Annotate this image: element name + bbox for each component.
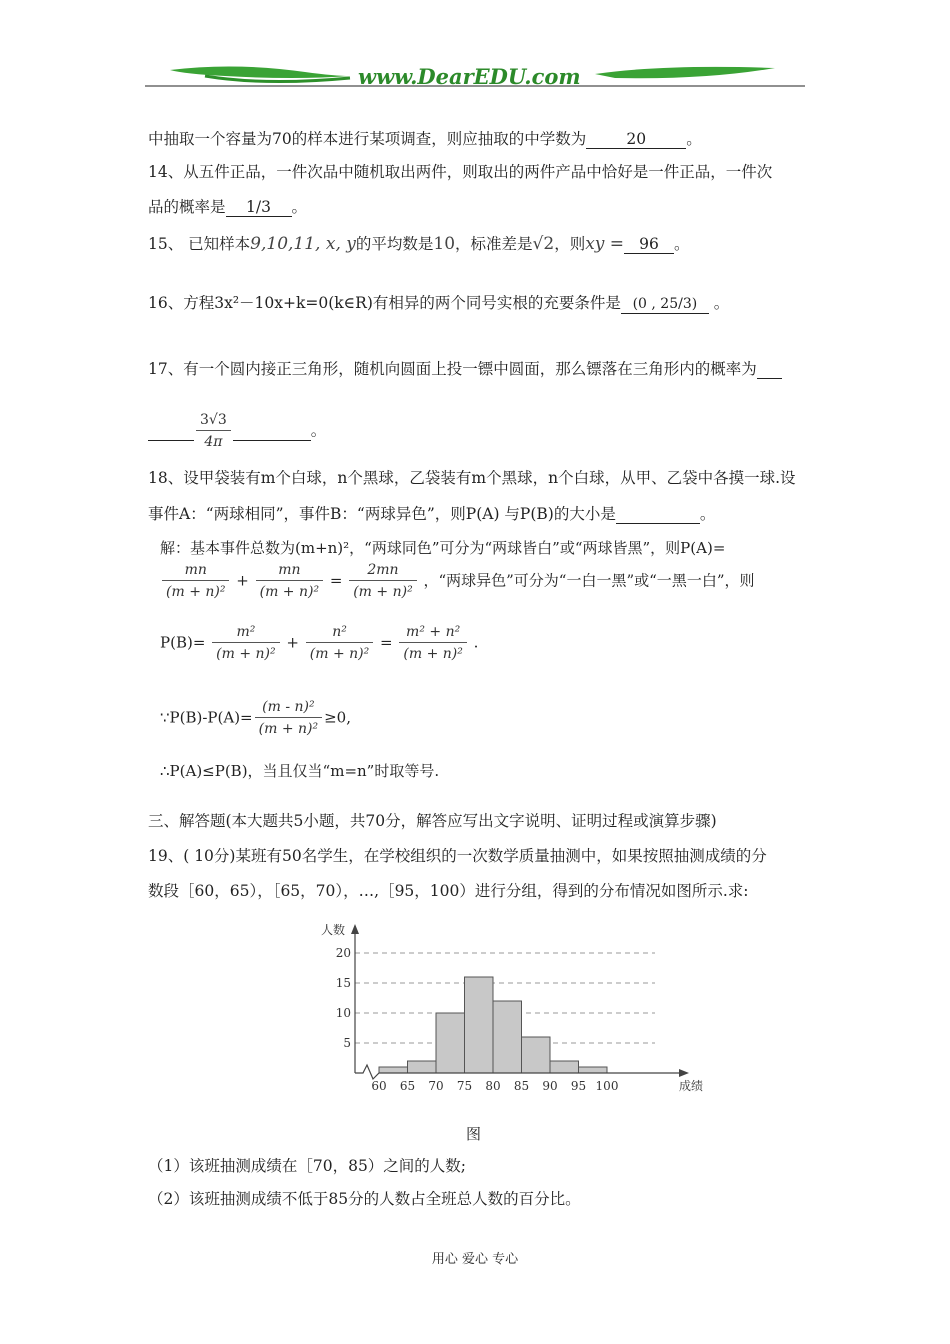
bar-80 [493,1001,522,1073]
q16-answer: (0 , 25/3) [621,295,709,314]
site-header-banner [145,62,805,92]
bar-60 [379,1067,408,1073]
bar-90 [550,1061,579,1073]
solution-line-1: 解：基本事件总数为(m+n)²，“两球同色”可分为“两球皆白”或“两球皆黑”，则P(A)= [160,539,726,557]
solution-conclusion: ∴P(A)≤P(B)，当且仅当“m=n”时取等号. [160,762,440,780]
x-tick-label-100: 100 [595,1079,619,1093]
section-3-heading: 三、解答题(本大题共5小题，共70分，解答应写出文字说明、证明过程或演算步骤) [148,812,717,830]
q13-line: 中抽取一个容量为70的样本进行某项调查，则应抽取的中学数为 20 。 [148,130,702,148]
site-url: www.DearEDU.com [358,64,581,89]
q19-line-2: 数段［60，65），［65，70），…,［95，100）进行分组，得到的分布情况如图所示.求: [148,882,749,900]
bar-70 [436,1013,465,1073]
x-axis-arrow [679,1069,689,1077]
q18-line-1: 18、设甲袋装有m个白球，n个黑球，乙袋装有m个黑球，n个白球，从甲、乙袋中各摸一球.设 [148,469,796,487]
q17-answer-fraction: $\frac{3√3}{4\pi}$ [196,410,231,453]
q17-line-1: 17、有一个圆内接正三角形，随机向圆面上投一镖中圆面，那么镖落在三角形内的概率为 [148,358,782,380]
y-axis-arrow [351,924,359,934]
x-tick-label-70: 70 [428,1079,444,1093]
y-axis-label: 人数 [320,923,345,937]
figure-caption: 图 [466,1125,482,1143]
y-tick-label-20: 20 [335,946,351,960]
solution-line-4: ∵P(B)-P(A)= $\frac{\text{(m - n)²}}{\text{(m + n)²}}$ ≥0, [160,699,351,737]
y-tick-label-5: 5 [343,1036,351,1050]
y-tick-label-10: 10 [335,1006,351,1020]
q19-part-1: （1）该班抽测成绩在［70，85）之间的人数; [148,1157,467,1175]
y-tick-label-15: 15 [335,976,351,990]
page-footer: 用心 爱心 专心 [431,1252,519,1267]
x-tick-label-90: 90 [542,1079,558,1093]
q14-line-1: 14、从五件正品，一件次品中随机取出两件，则取出的两件产品中恰好是一件正品，一件次 [148,163,773,181]
q14-answer: 1/3 [226,198,292,217]
x-tick-label-75: 75 [456,1079,473,1093]
q13-answer: 20 [586,130,686,149]
q16-line: 16、方程3x²－10x+k=0(k∈R)有相异的两个同号实根的充要条件是 (0 , 25/3) 。 [148,294,730,312]
x-tick-label-65: 65 [399,1079,416,1093]
score-histogram [300,918,704,1098]
x-tick-label-80: 80 [485,1079,501,1093]
bar-85 [522,1037,551,1073]
x-tick-label-85: 85 [513,1079,530,1093]
bar-75 [465,977,494,1073]
bar-65 [408,1061,437,1073]
q19-part-2: （2）该班抽测成绩不低于85分的人数占全班总人数的百分比。 [148,1190,581,1208]
q14-line-2: 品的概率是 1/3 。 [148,198,308,216]
q15-line: 15、 已知样本9,10,11, x, y的平均数是10，标准差是√2，则xy = 96 。 [148,234,690,254]
solution-line-3: P(B)= $\frac{\text{m²}}{\text{(m + n)²}}$ + $\frac{\text{n²}}{\text{(m + n)²}}$ = $\frac{\text{m² + n²}}{\text{(m + n)²}}$ . [160,624,479,662]
solution-line-2: $\frac{mn}{\text{(m + n)²}}$ + $\frac{mn}{\text{(m + n)²}}$ = $\frac{2mn}{\text{(m + n)²}}$ ，“两球异色”可分为“一白一黑”或“一黑一白”，则 [160,560,754,603]
q19-line-1: 19、( 10分)某班有50名学生，在学校组织的一次数学质量抽测中，如果按照抽测成绩的分 [148,847,767,865]
q18-line-2: 事件A：“两球相同”，事件B：“两球异色”，则P(A) 与P(B)的大小是 。 [148,505,716,523]
x-tick-label-60: 60 [371,1079,387,1093]
q17-line-2: $\frac{3√3}{4\pi}$ 。 [148,410,326,453]
bar-95 [579,1067,608,1073]
q15-answer: 96 [624,235,674,254]
x-tick-label-95: 95 [570,1079,587,1093]
x-axis-label: 成绩 [678,1079,704,1093]
